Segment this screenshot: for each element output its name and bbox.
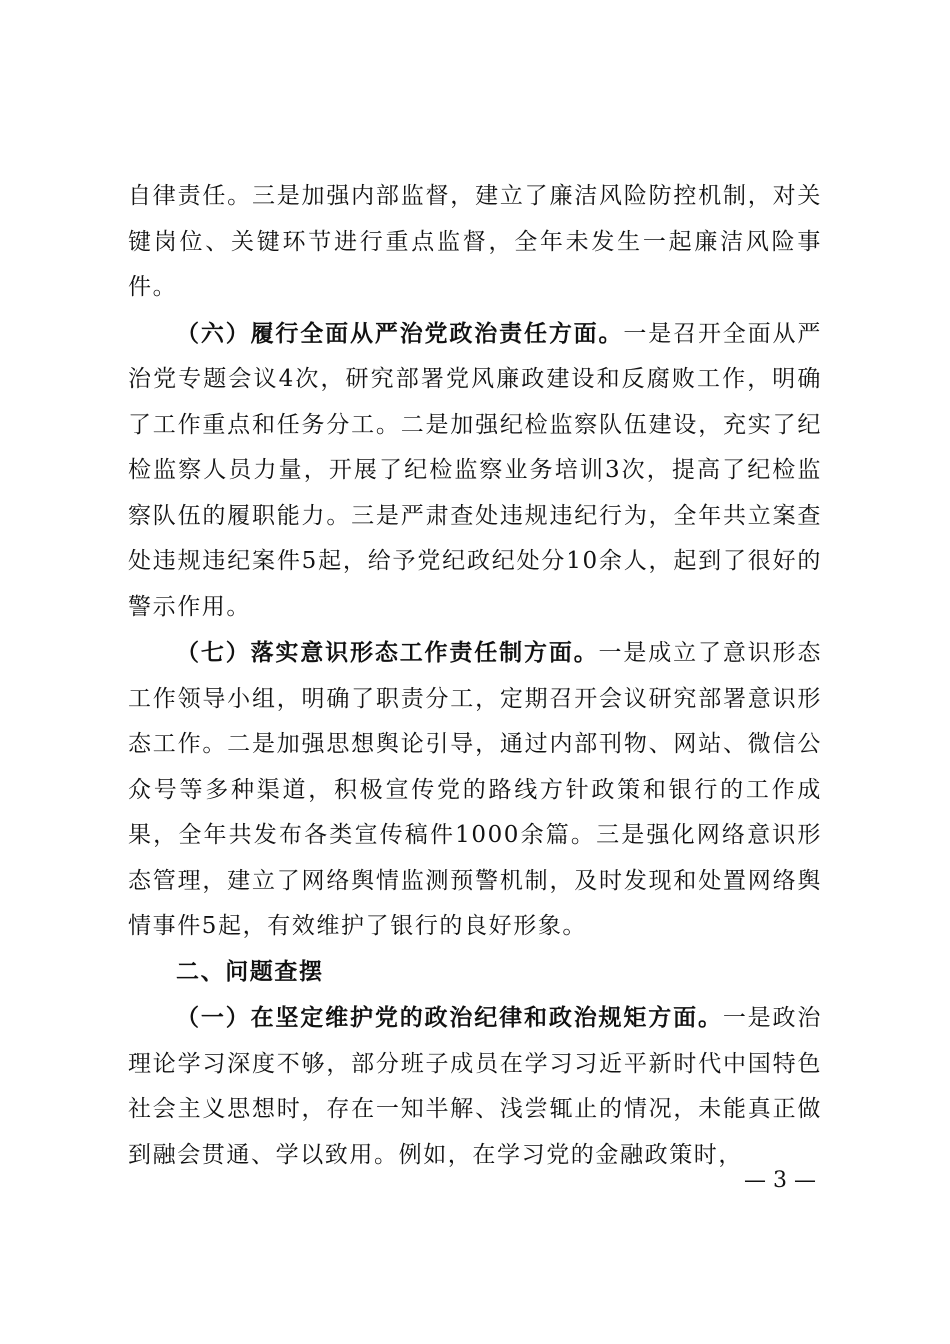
paragraph-self-discipline bbox=[128, 174, 822, 311]
paragraph-text: 一是政治理论学习深度不够，部分班子成员在学习习近平新时代中国特色社会主义思想时，存在一知半解、浅尝辄止的情况，未能真正做到融会贯通、学以致用。例如，在学习党的金融政策时， bbox=[128, 1005, 822, 1168]
paragraph-lead-heading: （一）在坚定维护党的政治纪律和政治规矩方面。 bbox=[176, 1004, 723, 1031]
paragraph-lead-heading: （六）履行全面从严治党政治责任方面。 bbox=[176, 319, 624, 347]
paragraph-political-discipline bbox=[128, 995, 822, 1178]
paragraph-text: 自律责任。三是加强内部监督，建立了廉洁风险防控机制，对关键岗位、关键环节进行重点监督，全年未发生一起廉洁风险事件。 bbox=[128, 183, 822, 300]
paragraph-party-governance bbox=[128, 311, 822, 631]
paragraph-ideology-work bbox=[128, 630, 822, 950]
document-body bbox=[128, 174, 822, 1178]
paragraph-text: 一是召开全面从严治党专题会议4次，研究部署党风廉政建设和反腐败工作，明确了工作重点和任务分工。二是加强纪检监察队伍建设，充实了纪检监察人员力量，开展了纪检监察业务培训3次，提高了纪检监察队伍的履职能力。三是严肃查处违规违纪行为，全年共立案查处违规违纪案件5起，给予党纪政纪处分10余人，起到了很好的警示作用。 bbox=[128, 320, 822, 620]
page-number: — 3 — bbox=[744, 1168, 816, 1193]
section-heading-problems: 二、问题查摆 bbox=[176, 958, 324, 985]
paragraph-text: 一是成立了意识形态工作领导小组，明确了职责分工，定期召开会议研究部署意识形态工作。二是加强思想舆论引导，通过内部刊物、网站、微信公众号等多种渠道，积极宣传党的路线方针政策和银行的工作成果，全年共发布各类宣传稿件1000余篇。三是强化网络意识形态管理，建立了网络舆情监测预警机制，及时发现和处置网络舆情事件5起，有效维护了银行的良好形象。 bbox=[128, 640, 822, 939]
paragraph-lead-heading: （七）落实意识形态工作责任制方面。 bbox=[176, 639, 599, 666]
